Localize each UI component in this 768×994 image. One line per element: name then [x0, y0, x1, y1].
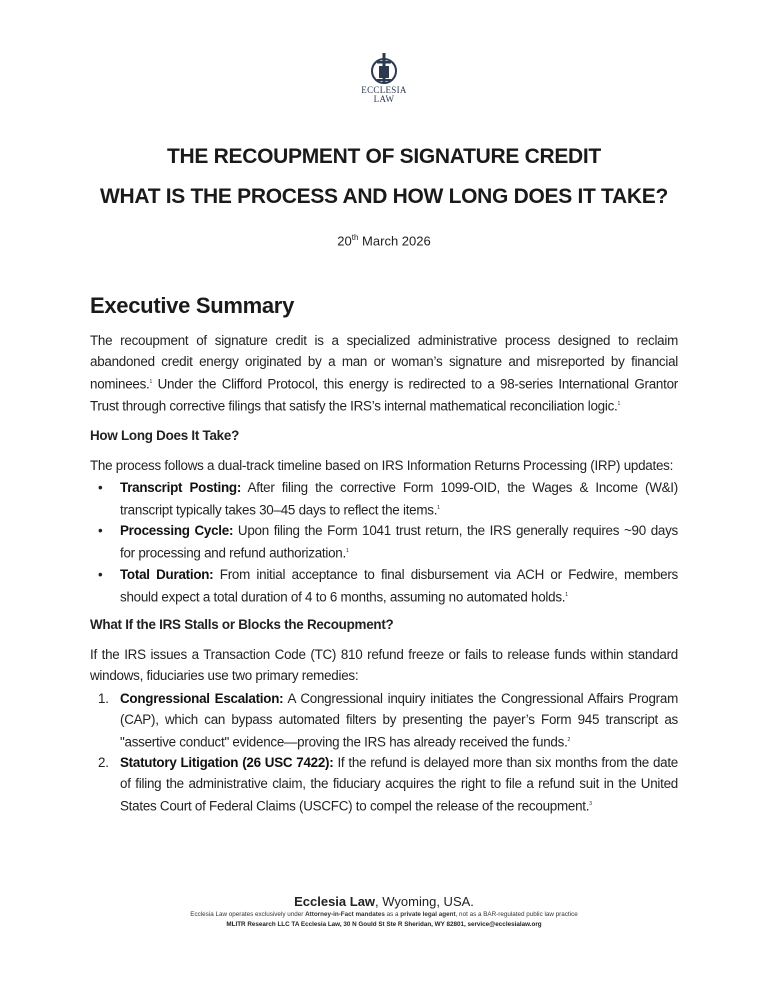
footer-location: , Wyoming, USA. [375, 894, 474, 909]
item-label: Statutory Litigation (26 USC 7422): [120, 755, 334, 771]
document-title-line1: THE RECOUPMENT OF SIGNATURE CREDIT [167, 145, 601, 168]
number-marker: 1. [98, 691, 109, 706]
disclaimer-part: , not as a BAR-regulated public law practice [455, 911, 578, 918]
disclaimer-part: as a [384, 911, 401, 918]
disclaimer-part: Attorney-in-Fact mandates [305, 911, 385, 918]
date-rest: March 2026 [358, 233, 431, 249]
footnote-ref: 2 [567, 737, 571, 743]
bullet-marker: • [98, 523, 103, 539]
disclaimer-part: Ecclesia Law operates exclusively under [190, 911, 306, 918]
item-text: From initial acceptance to final disbursement via ACH or Fedwire, members should expect a total duration of 4 to 6 months, assuming no automated holds. [120, 566, 678, 605]
item-label: Transcript Posting: [120, 480, 242, 495]
footnote-ref: 1 [345, 548, 349, 555]
how-long-intro: The process follows a dual-track timeline based on IRS Information Returns Processing (IRP) updates: [90, 458, 674, 473]
list-item [90, 752, 678, 816]
document-date [0, 233, 768, 248]
executive-summary-heading: Executive Summary [90, 293, 295, 318]
item-label: Processing Cycle: [120, 523, 234, 539]
stalls-heading: What If the IRS Stalls or Blocks the Recoupment? [90, 617, 394, 632]
footnote-ref: 1 [437, 505, 440, 511]
date-suffix: th [351, 233, 359, 242]
summary-text-a: The recoupment of signature credit is a specialized administrative process designed to reclaim abandoned credit energy originated by a man or woman’s signature and misreported by financial nominees. [90, 333, 678, 392]
footer-brand: Ecclesia Law [294, 894, 376, 909]
bullet-marker: • [98, 480, 103, 495]
ecclesia-law-logo [356, 52, 412, 104]
footnote-ref: 1 [565, 591, 568, 598]
footnote-ref: 3 [589, 801, 592, 808]
footer-disclaimer [0, 911, 768, 918]
summary-text-b: Under the Clifford Protocol, this energy is redirected to a 98-series International Grantor Trust through corrective filings that satisfy the IRS’s internal mathematical reconciliation logic. [90, 376, 678, 414]
item-label: Total Duration: [120, 566, 214, 582]
pillar-cross-emblem-icon [369, 52, 399, 86]
logo-text-line2: LAW [373, 94, 395, 104]
list-item [90, 477, 678, 520]
item-text: Upon filing the Form 1041 trust return, the IRS generally requires ~90 days for processing and refund authorization. [120, 523, 678, 561]
list-item [90, 564, 678, 607]
remedies-numbered-list [90, 688, 678, 817]
executive-summary-paragraph [90, 330, 678, 417]
item-label: Congressional Escalation: [120, 691, 284, 706]
number-marker: 2. [98, 755, 109, 771]
document-title-line2: WHAT IS THE PROCESS AND HOW LONG DOES IT TAKE? [100, 185, 668, 208]
footnote-ref: 1 [617, 401, 621, 408]
item-text: A Congressional inquiry initiates the Congressional Affairs Program (CAP), which can bypass automated filters by presenting the payer’s Form 945 transcript as "assertive conduct" evidence—proving the IRS has already received the funds. [120, 691, 678, 750]
footer-brand-line [0, 894, 768, 909]
footnote-ref: 1 [149, 379, 153, 385]
list-item [90, 520, 678, 563]
how-long-heading: How Long Does It Take? [90, 428, 239, 443]
footer-address: MLITR Research LLC TA Ecclesia Law, 30 N Gould St Ste R Sheridan, WY 82801, service@ecclesialaw.org [226, 921, 542, 928]
list-item [90, 688, 678, 752]
logo-text-line1: ECCLESIA [361, 85, 407, 95]
date-day: 20 [337, 233, 352, 249]
disclaimer-part: private legal agent [400, 911, 456, 918]
bullet-marker: • [98, 566, 103, 582]
timeline-bullet-list [90, 477, 678, 607]
item-text: After filing the corrective Form 1099-OID, the Wages & Income (W&I) transcript typically takes 30–45 days to reflect the items. [120, 480, 678, 518]
stalls-intro: If the IRS issues a Transaction Code (TC) 810 refund freeze or fails to release funds within standard windows, fiduciaries use two primary remedies: [90, 647, 678, 683]
item-text: If the refund is delayed more than six months from the date of filing the administrative claim, the fiduciary acquires the right to file a refund suit in the United States Court of Federal Claims (USCFC) to compel the release of the recoupment. [120, 755, 678, 814]
